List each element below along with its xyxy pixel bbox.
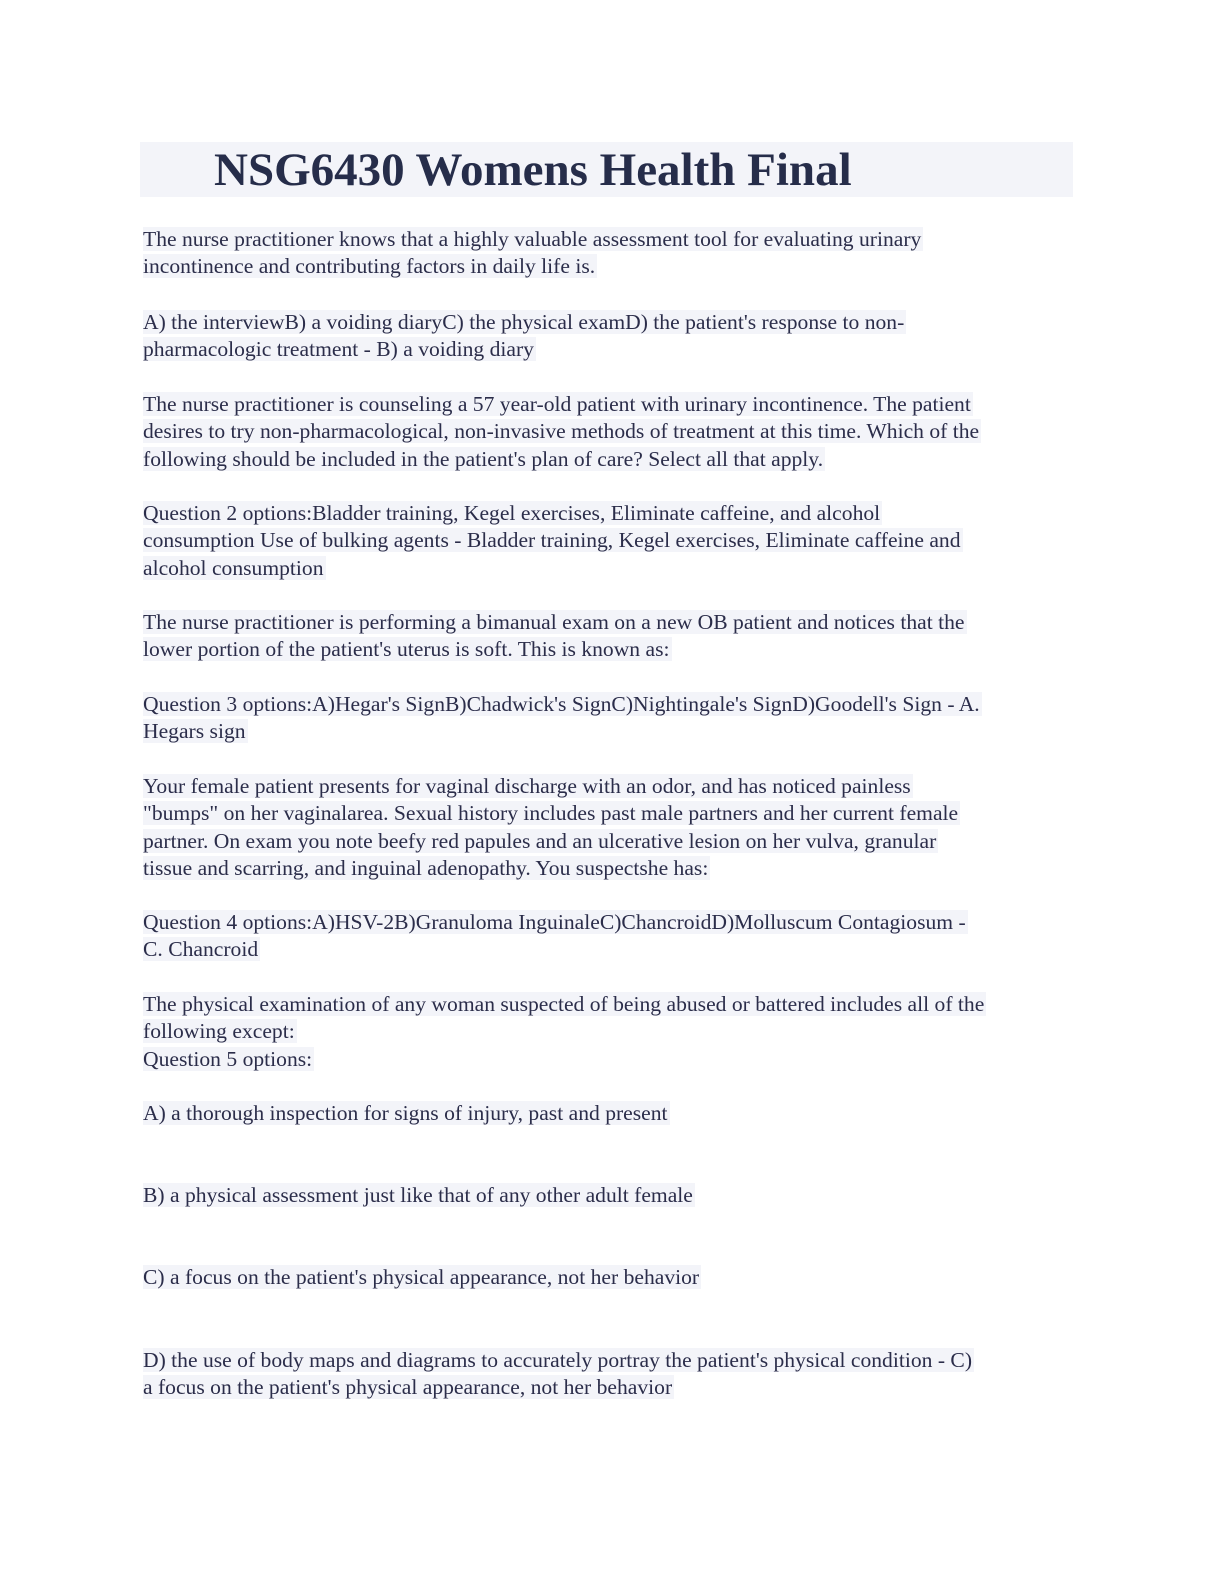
question-3-stem [143, 609, 1078, 664]
text-line: D) the use of body maps and diagrams to accurately portray the patient's physical condition - C) [143, 1348, 973, 1372]
question-4-answer [143, 909, 1078, 964]
question-1-answer [143, 309, 1078, 364]
question-4-stem [143, 773, 1078, 882]
question-5-option-b [143, 1182, 1078, 1209]
text-line: pharmacologic treatment - B) a voiding diary [143, 337, 534, 362]
text-line: The nurse practitioner knows that a highly valuable assessment tool for evaluating urinary [143, 227, 922, 251]
question-1-stem [143, 226, 1078, 281]
question-5-option-d [143, 1347, 1078, 1402]
text-line: C) a focus on the patient's physical appearance, not her behavior [143, 1265, 700, 1289]
text-line: Question 3 options:A)Hegar's SignB)Chadwick's SignC)Nightingale's SignD)Goodell's Sign - A. [143, 692, 980, 716]
text-line: Hegars sign [143, 719, 246, 744]
text-line: desires to try non-pharmacological, non-invasive methods of treatment at this time. Which of the [143, 419, 980, 444]
text-line: following should be included in the patient's plan of care? Select all that apply. [143, 446, 824, 471]
text-line: incontinence and contributing factors in daily life is. [143, 254, 596, 279]
text-line: partner. On exam you note beefy red papules and an ulcerative lesion on her vulva, granular [143, 828, 937, 853]
question-2-stem [143, 391, 1078, 473]
text-line: following except: [143, 1019, 295, 1044]
question-5-stem [143, 991, 1078, 1073]
text-line: a focus on the patient's physical appearance, not her behavior [143, 1375, 673, 1400]
text-line: Your female patient presents for vaginal discharge with an odor, and has noticed painless [143, 774, 911, 798]
text-line: alcohol consumption [143, 555, 324, 580]
text-line: A) a thorough inspection for signs of injury, past and present [143, 1101, 668, 1125]
text-line: consumption Use of bulking agents - Bladder training, Kegel exercises, Eliminate caffeine and [143, 528, 961, 553]
text-line: C. Chancroid [143, 937, 259, 962]
text-line: B) a physical assessment just like that of any other adult female [143, 1183, 693, 1207]
text-line: The nurse practitioner is counseling a 57 year-old patient with urinary incontinence. The patient [143, 392, 971, 416]
question-3-answer [143, 691, 1078, 746]
question-5-option-c [143, 1264, 1078, 1291]
text-line: The nurse practitioner is performing a bimanual exam on a new OB patient and notices that the [143, 610, 965, 634]
text-line: lower portion of the patient's uterus is soft. This is known as: [143, 637, 670, 662]
text-line: The physical examination of any woman suspected of being abused or battered includes all of the [143, 992, 985, 1016]
text-line: tissue and scarring, and inguinal adenopathy. You suspectshe has: [143, 855, 709, 880]
question-5-option-a [143, 1100, 1078, 1127]
text-line: A) the interviewB) a voiding diaryC) the physical examD) the patient's response to non- [143, 310, 905, 334]
text-line: "bumps" on her vaginalarea. Sexual history includes past male partners and her current female [143, 801, 959, 826]
text-line: Question 2 options:Bladder training, Kegel exercises, Eliminate caffeine, and alcohol [143, 501, 881, 525]
text-line: Question 5 options: [143, 1046, 313, 1071]
page-title: NSG6430 Womens Health Final [214, 144, 852, 196]
question-2-answer [143, 500, 1078, 582]
text-line: Question 4 options:A)HSV-2B)Granuloma InguinaleC)ChancroidD)Molluscum Contagiosum - [143, 910, 966, 934]
title-band [140, 142, 1073, 197]
